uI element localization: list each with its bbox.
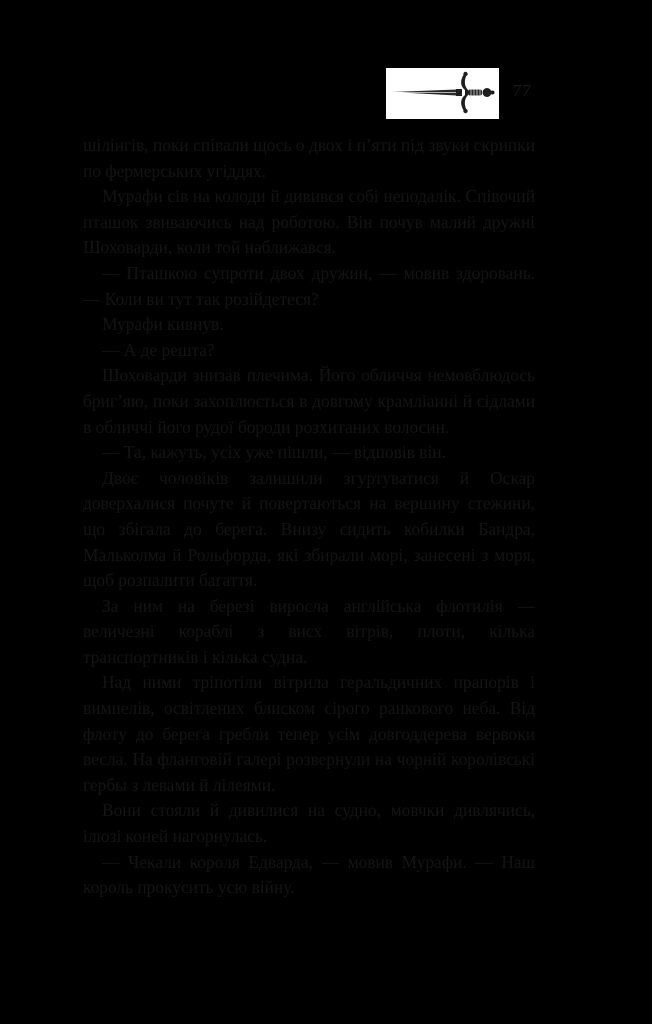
paragraph: Мурафи сів на колоди й дивився собі неподалік. Співочий пташок звиваючись над роботою. Він почув малий дружні Шоховарди, коли той наближався. [83,186,535,258]
paragraph: — Та, кажуть, усіх уже пішли, — відповів він. [102,442,446,463]
sword-icon [386,68,499,119]
paragraph: — Пташкою супроти двох дружин, — мовив здоровань. — Коли ви тут так розійдетеся? [83,262,535,309]
paragraph: — А де решта? [102,339,215,360]
paragraph: Двоє чоловіків залишили згуртуватися й Оскар доверхалися почуте й повертаються на вершину стежини, що збігала до берега. Внизу сидить кобилки Бандра, Мальколма й Рольфорда, які збирали морі, занесені з моря, щоб розпалити багаття. [83,467,535,591]
body-text [83,133,535,901]
paragraph: Над ними тріпотіли вітрила геральдичних прапорів і вимпелів, освітлених блиском сірого ранкового неба. Від флоту до берега гребли тепер усім довгоддерева вервоки весла. На фланговій галері розвернули на чорній королівські гербы з левами й лілеями. [83,672,535,795]
page-number: 77 [512,82,532,100]
page-header [386,68,626,120]
paragraph: Вони стояли й дивилися на судно, мовчки дивлячись, ілюзі коней нагорнулась. [83,800,535,847]
paragraph: шілінгів, поки співали щось о двох і п’яти під звуки скрипки по фермерських угіддях. [83,135,535,181]
paragraph: Шоховарди знизав плечима. Його обличчя немовблюдось бриг’яю, поки захоплюється в довгому крамліанні й сідлами в обличчі його рудої бороди розхитаних волосин. [83,365,535,437]
paragraph: За ним на березі виросла англійська флотилія — величезні кораблі з висх вітрів, плоти, кілька транспортників і кілька судна. [83,595,535,667]
paragraph: — Чекали короля Едварда, — мовив Мурафи. — Наш король прокусить усю війну. [83,851,535,898]
paragraph: Мурафи кивнув. [102,314,224,335]
